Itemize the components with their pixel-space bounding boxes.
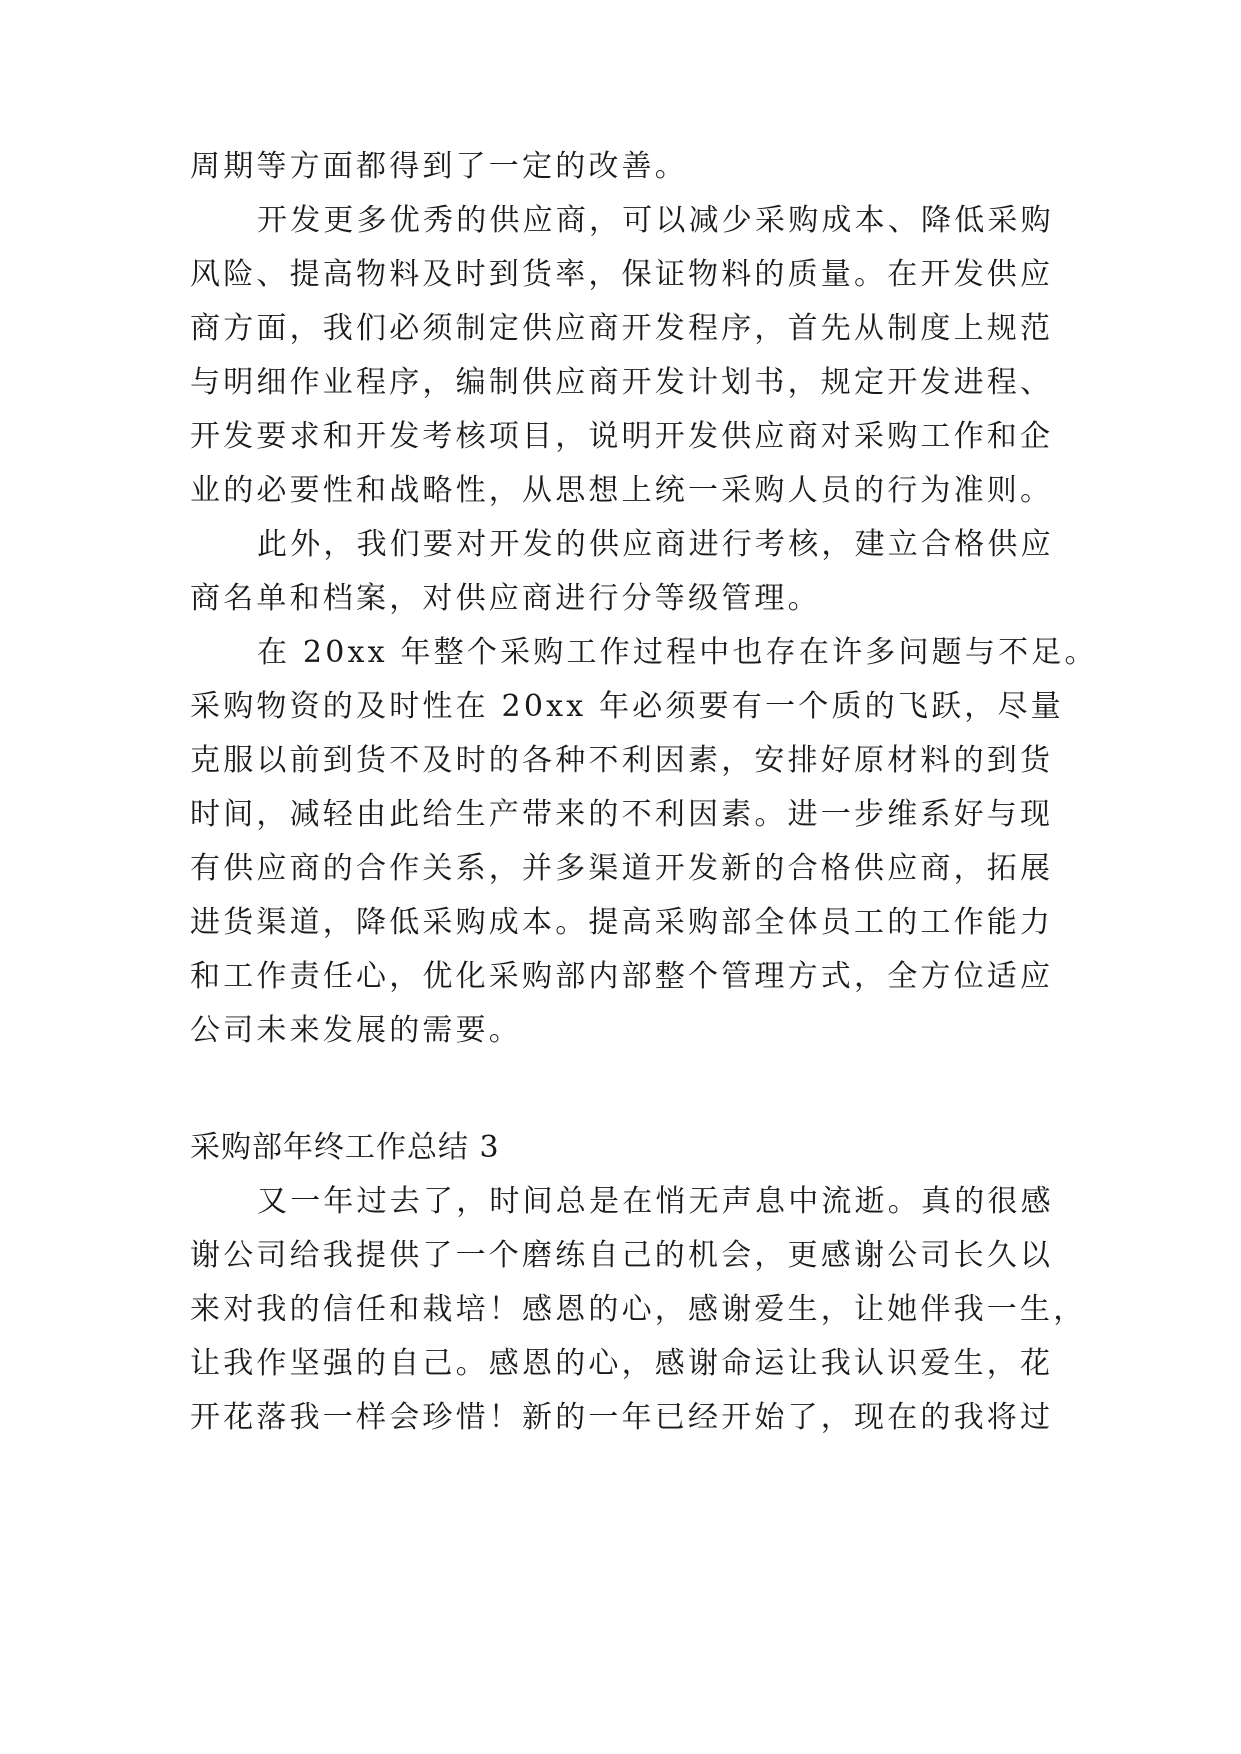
text-line: 进货渠道，降低采购成本。提高采购部全体员工的工作能力	[190, 905, 1054, 940]
text-line: 风险、提高物料及时到货率，保证物料的质量。在开发供应	[190, 257, 1054, 292]
text-line: 谢公司给我提供了一个磨练自己的机会，更感谢公司长久以	[190, 1238, 1054, 1273]
text-line: 商名单和档案，对供应商进行分等级管理。	[190, 581, 821, 616]
text-line: 在 20xx 年整个采购工作过程中也存在许多问题与不足。	[257, 635, 1098, 670]
text-line: 商方面，我们必须制定供应商开发程序，首先从制度上规范	[190, 311, 1054, 346]
text-line: 开发更多优秀的供应商，可以减少采购成本、降低采购	[257, 203, 1054, 238]
text-line: 开花落我一样会珍惜！新的一年已经开始了，现在的我将过	[190, 1400, 1054, 1435]
text-line: 业的必要性和战略性，从思想上统一采购人员的行为准则。	[190, 473, 1054, 508]
text-line: 来对我的信任和栽培！感恩的心，感谢爱生，让她伴我一生，	[190, 1292, 1087, 1327]
text-line: 采购物资的及时性在 20xx 年必须要有一个质的飞跃，尽量	[190, 689, 1064, 724]
text-line: 让我作坚强的自己。感恩的心，感谢命运让我认识爱生，花	[190, 1346, 1054, 1381]
text-line: 公司未来发展的需要。	[190, 1013, 522, 1048]
text-line: 时间，减轻由此给生产带来的不利因素。进一步维系好与现	[190, 797, 1054, 832]
text-line: 开发要求和开发考核项目，说明开发供应商对采购工作和企	[190, 419, 1054, 454]
text-line: 有供应商的合作关系，并多渠道开发新的合格供应商，拓展	[190, 851, 1054, 886]
text-line: 周期等方面都得到了一定的改善。	[190, 149, 688, 184]
text-line: 克服以前到货不及时的各种不利因素，安排好原材料的到货	[190, 743, 1054, 778]
section-heading: 采购部年终工作总结 3	[190, 1130, 500, 1165]
text-line: 又一年过去了，时间总是在悄无声息中流逝。真的很感	[257, 1184, 1054, 1219]
text-line: 与明细作业程序，编制供应商开发计划书，规定开发进程、	[190, 365, 1054, 400]
text-line: 此外，我们要对开发的供应商进行考核，建立合格供应	[257, 527, 1054, 562]
text-line: 和工作责任心，优化采购部内部整个管理方式，全方位适应	[190, 959, 1054, 994]
